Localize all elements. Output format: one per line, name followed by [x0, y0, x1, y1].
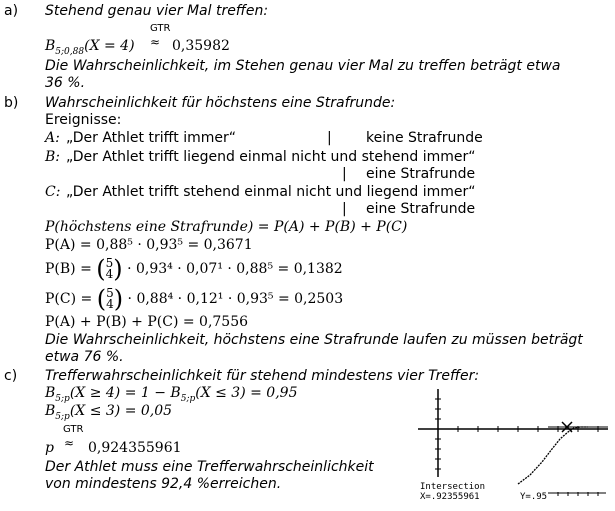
ereignisse-label: Ereignisse:: [45, 112, 122, 128]
event-c-text: „Der Athlet trifft stehend einmal nicht und liegend immer“: [66, 184, 476, 200]
prob-b: P(B) = (5 4) · 0,93⁴ · 0,07¹ · 0,88⁵ = 0,1382: [45, 255, 343, 283]
event-b-result: eine Strafrunde: [366, 166, 476, 182]
event-a-bar: |: [327, 130, 332, 146]
part-a-result: 0,35982: [172, 38, 230, 54]
part-c-label: c): [4, 368, 18, 384]
gtr-label-c: GTR: [63, 424, 84, 435]
intersection-label: Intersection: [420, 482, 486, 492]
prob-total: P(A) + P(B) + P(C) = 0,7556: [45, 314, 249, 330]
part-c-heading: Trefferwahrscheinlichkeit für stehend mindestens vier Treffer:: [45, 368, 480, 384]
part-a-text1: Die Wahrscheinlichkeit, im Stehen genau vier Mal zu treffen beträgt etwa: [45, 58, 561, 74]
y-readout: Y=.95: [520, 492, 548, 501]
x-readout: X=.92355961: [420, 492, 480, 501]
calculator-graph: [418, 389, 608, 501]
event-a-symbol: A:: [45, 130, 60, 146]
part-b-heading: Wahrscheinlichkeit für höchstens eine Strafrunde:: [45, 95, 396, 111]
gtr-label-a: GTR: [150, 23, 171, 34]
part-b-label: b): [4, 95, 19, 111]
prob-c: P(C) = (5 4) · 0,88⁴ · 0,12¹ · 0,93⁵ = 0,2503: [45, 285, 344, 313]
approx-symbol-a: ≈: [150, 35, 161, 49]
event-c-symbol: C:: [45, 184, 61, 200]
part-a-text2: 36 %.: [45, 75, 86, 91]
part-c-text1: Der Athlet muss eine Trefferwahrscheinlichkeit: [45, 459, 374, 475]
event-a-result: keine Strafrunde: [366, 130, 483, 146]
part-a-formula: $B_{5;0,88}(X = 4)$: [45, 38, 135, 57]
event-b-bar: |: [342, 166, 347, 182]
sum-formula: P(höchstens eine Strafrunde) = P(A) + P(B) + P(C): [45, 219, 408, 235]
event-c-result: eine Strafrunde: [366, 201, 476, 217]
part-a-heading: Stehend genau vier Mal treffen:: [45, 3, 269, 19]
event-b-text: „Der Athlet trifft liegend einmal nicht und stehend immer“: [66, 149, 476, 165]
p-value: 0,924355961: [88, 440, 182, 456]
p-symbol: p: [45, 440, 54, 456]
event-c-bar: |: [342, 201, 347, 217]
part-a-label: a): [4, 3, 19, 19]
event-b-symbol: B:: [45, 149, 61, 165]
part-c-text2: von mindestens 92,4 %erreichen.: [45, 476, 282, 492]
part-b-text2: etwa 76 %.: [45, 349, 124, 365]
event-a-text: „Der Athlet trifft immer“: [66, 130, 236, 146]
prob-a: P(A) = 0,88⁵ · 0,93⁵ = 0,3671: [45, 237, 253, 253]
part-b-text1: Die Wahrscheinlichkeit, höchstens eine Strafrunde laufen zu müssen beträgt: [45, 332, 583, 348]
part-c-eq2: $B_{5;p}(X \le 3) = 0,05$: [45, 403, 173, 422]
part-c-eq1: $B_{5;p}(X \ge 4) = 1 - B_{5;p}(X \le 3) = 0,95$: [45, 385, 298, 404]
approx-symbol-c: ≈: [64, 436, 75, 450]
